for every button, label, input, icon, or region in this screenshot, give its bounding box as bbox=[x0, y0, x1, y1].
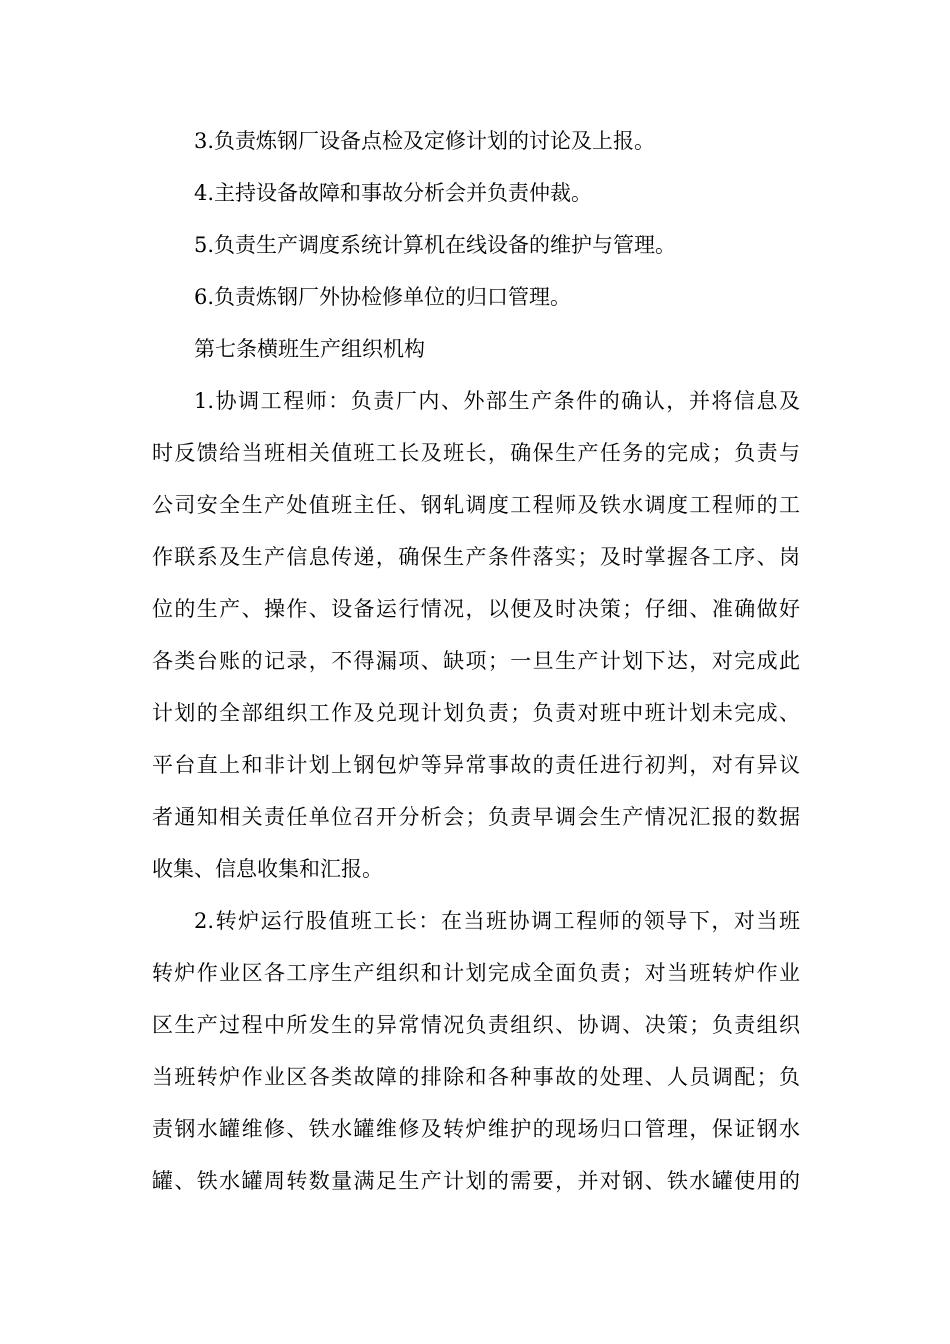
paragraph-1-line: 者通知相关责任单位召开分析会；负责早调会生产情况汇报的数据 bbox=[152, 805, 800, 829]
paragraph-1-line: 作联系及生产信息传递，确保生产条件落实；及时掌握各工序、岗 bbox=[152, 545, 800, 569]
paragraph-2-line: 2.转炉运行股值班工长：在当班协调工程师的领导下，对当班 bbox=[194, 909, 800, 933]
paragraph-2-line: 责钢水罐维修、铁水罐维修及转炉维护的现场归口管理，保证钢水 bbox=[152, 1117, 800, 1141]
paragraph-1-line: 各类台账的记录，不得漏项、缺项；一旦生产计划下达，对完成此 bbox=[152, 649, 800, 673]
paragraph-1-line: 计划的全部组织工作及兑现计划负责；负责对班中班计划未完成、 bbox=[152, 701, 800, 725]
item-6-line: 6.负责炼钢厂外协检修单位的归口管理。 bbox=[194, 285, 572, 309]
paragraph-1-line: 平台直上和非计划上钢包炉等异常事故的责任进行初判，对有异议 bbox=[152, 753, 800, 777]
paragraph-2-line: 转炉作业区各工序生产组织和计划完成全面负责；对当班转炉作业 bbox=[152, 961, 800, 985]
paragraph-2-line: 当班转炉作业区各类故障的排除和各种事故的处理、人员调配；负 bbox=[152, 1065, 800, 1089]
item-4-line: 4.主持设备故障和事故分析会并负责仲裁。 bbox=[194, 181, 593, 205]
paragraph-2-line: 区生产过程中所发生的异常情况负责组织、协调、决策；负责组织 bbox=[152, 1013, 800, 1037]
item-5-line: 5.负责生产调度系统计算机在线设备的维护与管理。 bbox=[194, 233, 677, 257]
paragraph-1-line: 公司安全生产处值班主任、钢轧调度工程师及铁水调度工程师的工 bbox=[152, 493, 800, 517]
document-body bbox=[152, 115, 800, 1207]
paragraph-1-last-line: 收集、信息收集和汇报。 bbox=[152, 857, 383, 881]
paragraph-1-line: 1.协调工程师：负责厂内、外部生产条件的确认，并将信息及 bbox=[194, 389, 800, 413]
paragraph-1-line: 位的生产、操作、设备运行情况，以便及时决策；仔细、准确做好 bbox=[152, 597, 800, 621]
paragraph-2-line: 罐、铁水罐周转数量满足生产计划的需要，并对钢、铁水罐使用的 bbox=[152, 1169, 800, 1193]
article-seven-heading: 第七条横班生产组织机构 bbox=[194, 337, 425, 361]
item-3-line: 3.负责炼钢厂设备点检及定修计划的讨论及上报。 bbox=[194, 129, 656, 153]
paragraph-1-line: 时反馈给当班相关值班工长及班长，确保生产任务的完成；负责与 bbox=[152, 441, 800, 465]
